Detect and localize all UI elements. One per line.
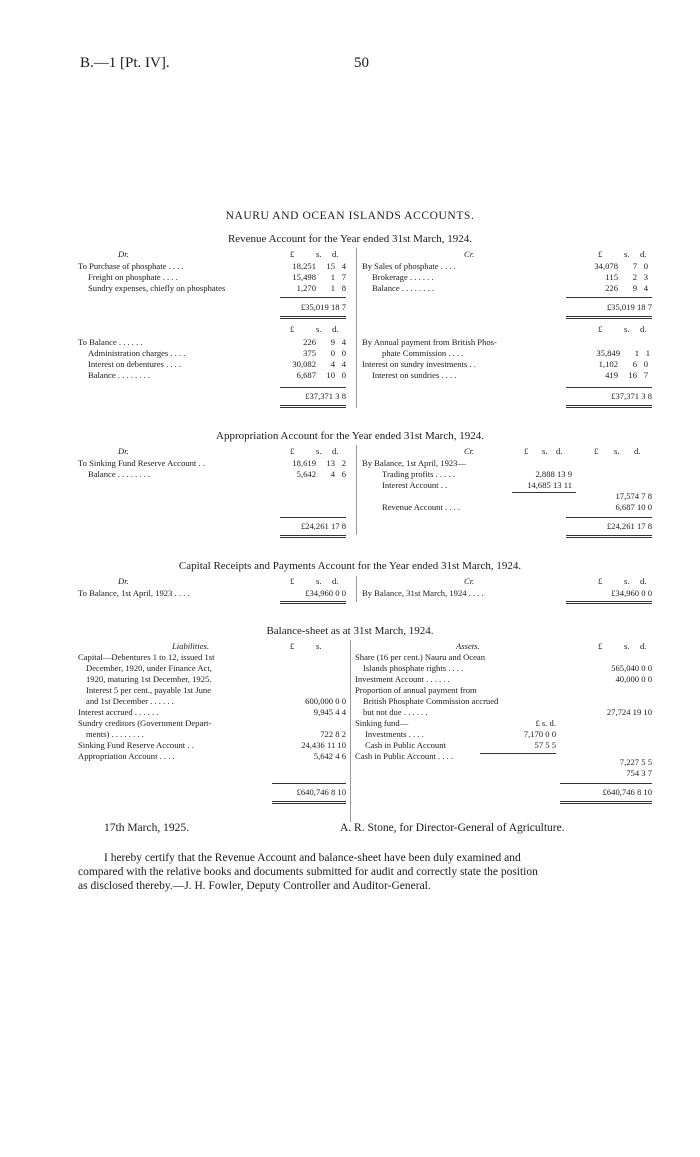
ledger-label: Brokerage . . . . . . [372,272,434,282]
ledger-label: To Sinking Fund Reserve Account . . [78,458,205,468]
ledger-pence: 7 [643,370,648,380]
ledger-pence: 8 [341,283,346,293]
ledger-row [362,261,650,272]
ledger-pence: 0 [341,348,346,358]
revenue-debit-list-2 [78,337,348,381]
ledger-shillings: 9 [632,283,637,293]
ledger-pounds: 18,619 [292,458,316,468]
liability-amt-appropriation: 5,642 4 6 [313,751,346,761]
text-line: 1920, maturing 1st December, 1925. [86,674,212,684]
liabilities-list [78,652,278,762]
ledger-row [362,283,650,294]
certificate-line-3: as disclosed thereby.—J. H. Fowler, Deputy Controller and Auditor-General. [78,880,431,892]
ledger-row [78,272,348,283]
capital-cr: Cr. [464,576,475,586]
revenue-dr: Dr. [118,249,129,259]
appropriation-total-right: £24,261 17 8 [606,521,652,531]
revenue-debit-list-1 [78,261,348,294]
text-line: Islands phosphate rights . . . . [363,663,464,673]
ledger-pounds: 375 [303,348,316,358]
ledger-label: Interest on sundry investments . . [362,359,476,369]
certificate-line-1: I hereby certify that the Revenue Account and balance-sheet have been duly examined and [104,852,521,864]
ledger-shillings: 16 [628,370,637,380]
capital-right-amt: £34,960 0 0 [611,588,652,598]
rule [280,316,346,319]
text-line: Capital—Debentures 1 to 12, issued 1st [78,652,215,662]
ledger-label: Sundry expenses, chiefly on phosphates [88,283,226,293]
ledger-pence: 0 [643,359,648,369]
appropriation-cr: Cr. [464,446,475,456]
balance-sheet-title: Balance-sheet as at 31st March, 1924. [266,625,434,637]
appropriation-total-left: £24,261 17 8 [300,521,346,531]
asset-amt-investment: 40,000 0 0 [615,674,652,684]
page-number: 50 [354,55,369,71]
rule [280,405,346,408]
rule [272,801,346,804]
ledger-shillings: 0 [330,348,335,358]
ledger-pence: 4 [341,261,346,271]
asset-amt-cash: 754 3 7 [626,768,652,778]
text-line: British Phosphate Commission accrued [363,696,499,706]
rule [566,535,652,538]
ledger-label: Interest on sundries . . . . [372,370,457,380]
ledger-shillings: 1 [330,283,335,293]
appropriation-trading-label: Trading profits . . . . . [382,469,455,479]
ledger-shillings: 10 [326,370,335,380]
text-line: December, 1920, under Finance Act, [86,663,212,673]
ledger-pence: 0 [643,261,648,271]
ledger-pence: 4 [341,337,346,347]
liabilities-heading: Liabilities. [172,641,210,651]
rule [560,783,652,784]
text-line: but not due . . . . . . [363,707,428,717]
revenue-credit-list-1 [362,261,650,294]
rule [566,297,652,298]
text-line: Cash in Public Account [365,740,446,750]
ledger-pounds: 419 [605,370,618,380]
appropriation-interest-label: Interest Account . . [382,480,448,490]
text-line: Interest accrued . . . . . . [78,707,159,717]
ledger-pence: 0 [341,370,346,380]
ledger-label: Balance . . . . . . . . [88,370,151,380]
appropriation-dr: Dr. [118,446,129,456]
capital-dr: Dr. [118,576,129,586]
sinking-cash-amt: 57 5 5 [534,740,556,750]
ledger-label: Freight on phosphate . . . . [88,272,178,282]
text-line: Sinking Fund Reserve Account . . [78,740,194,750]
ledger-row [78,261,348,272]
capital-right-label: By Balance, 31st March, 1924 . . . . [362,588,484,598]
signoff-signature: A. R. Stone, for Director-General of Agriculture. [340,822,565,834]
assets-heading: Assets. [456,641,480,651]
ledger-pounds: 30,082 [292,359,316,369]
ledger-row [362,359,650,370]
ledger-pence: 2 [341,458,346,468]
ledger-shillings: 4 [330,469,335,479]
text-line: Interest 5 per cent., payable 1st June [86,685,212,695]
rule [566,601,652,604]
appropriation-trading-amt: 2,888 13 9 [535,469,572,479]
ledger-pence: 4 [643,283,648,293]
rule [280,601,346,604]
text-line: Sundry creditors (Government Depart- [78,718,212,728]
ledger-pence: 6 [341,469,346,479]
capital-divider [356,576,357,602]
appropriation-subtotal: 17,574 7 8 [615,491,652,501]
rule [566,405,652,408]
rule [480,753,556,754]
ledger-shillings: 9 [330,337,335,347]
main-title: NAURU AND OCEAN ISLANDS ACCOUNTS. [225,210,475,222]
ledger-row [78,348,348,359]
text-line: Sinking fund— [355,718,409,728]
revenue-total-1-left: £35,019 18 7 [300,302,346,312]
ledger-pounds: 1,102 [598,359,618,369]
rule [280,387,346,388]
liability-amt-capital: 600,000 0 0 [305,696,346,706]
rule [566,387,652,388]
revenue-divider [356,248,357,408]
balance-total-left: £640,746 8 10 [296,787,346,797]
ledger-pence: 4 [341,359,346,369]
sinking-investments-amt: 7,170 0 0 [523,729,556,739]
ledger-label: To Purchase of phosphate . . . . [78,261,184,271]
ledger-pounds: 1,270 [296,283,316,293]
asset-amt-sinking: 7,227 5 5 [619,757,652,767]
ledger-label: Administration charges . . . . [88,348,186,358]
ledger-shillings: 4 [330,359,335,369]
ledger-pounds: 226 [303,337,316,347]
sinking-currency: £ s. d. [535,718,556,728]
appropriation-debit-list [78,458,348,480]
revenue-title: Revenue Account for the Year ended 31st March, 1924. [227,233,473,245]
text-line: Investments . . . . [365,729,424,739]
text-line: Investment Account . . . . . . [355,674,450,684]
rule [280,535,346,538]
ledger-shillings: 7 [632,261,637,271]
ledger-pounds: 6,687 [296,370,316,380]
ledger-pounds: 115 [605,272,618,282]
ledger-label: Interest on debentures . . . . [88,359,182,369]
ledger-shillings: 13 [326,458,335,468]
text-line: ments) . . . . . . . . [86,729,144,739]
appropriation-revenue-label: Revenue Account . . . . [382,502,461,512]
ledger-pounds: 15,498 [292,272,316,282]
rule [566,316,652,319]
text-line: Share (16 per cent.) Nauru and Ocean [355,652,486,662]
ledger-pounds: 34,078 [594,261,618,271]
appropriation-title: Appropriation Account for the Year ended 31st March, 1924. [216,430,484,442]
ledger-row [362,370,650,381]
ledger-pounds: 226 [605,283,618,293]
capital-title: Capital Receipts and Payments Account for the Year ended 31st March, 1924. [178,560,522,572]
text-line: Proportion of annual payment from [355,685,477,695]
rule [560,801,652,804]
rule [280,517,346,518]
liability-amt-creditors: 722 8 2 [320,729,346,739]
ledger-pounds: 18,251 [292,261,316,271]
balance-total-right: £640,746 8 10 [602,787,652,797]
liability-amt-sinking: 24,436 11 10 [301,740,346,750]
ledger-shillings: 2 [632,272,637,282]
rule [512,492,576,493]
revenue-total-2-left: £37,371 3 8 [305,391,346,401]
page-header-ref: B.—1 [Pt. IV]. [80,55,170,71]
ledger-row [78,337,348,348]
appropriation-interest-amt: 14,685 13 11 [527,480,572,490]
rule [280,297,346,298]
rule [566,517,652,518]
signoff-date: 17th March, 1925. [104,822,189,834]
appropriation-revenue-amt: 6,687 10 0 [615,502,652,512]
ledger-label: Balance . . . . . . . . [88,469,151,479]
ledger-label: By Sales of phosphate . . . . [362,261,456,271]
ledger-row [78,283,348,294]
certificate-line-2: compared with the relative books and documents submitted for audit and correctly state the position [78,866,538,878]
revenue-credit-list-2 [362,359,650,381]
ledger-row [78,469,348,480]
revenue-total-2-right: £37,371 3 8 [611,391,652,401]
asset-amt-proportion: 27,724 19 10 [606,707,652,717]
asset-amt-share: 565,040 0 0 [611,663,652,673]
rule [272,783,346,784]
ledger-shillings: 1 [330,272,335,282]
text-line: Cash in Public Account . . . . [355,751,454,761]
appropriation-by-balance: By Balance, 1st April, 1923— [362,458,467,468]
ledger-label: To Balance . . . . . . [78,337,143,347]
revenue-total-1-right: £35,019 18 7 [606,302,652,312]
capital-left-label: To Balance, 1st April, 1923 . . . . [78,588,190,598]
ledger-pence: 3 [643,272,648,282]
ledger-row [78,370,348,381]
ledger-shillings: 6 [632,359,637,369]
appropriation-divider [356,445,357,535]
revenue-cr: Cr. [464,249,475,259]
ledger-shillings: 15 [326,261,335,271]
balance-divider [350,640,351,822]
ledger-row [78,458,348,469]
ledger-label: Balance . . . . . . . . [372,283,435,293]
ledger-pence: 7 [341,272,346,282]
ledger-pounds: 5,642 [296,469,316,479]
ledger-row [78,359,348,370]
revenue-annual-payment-line1: By Annual payment from British Phos- [362,337,497,347]
text-line: Appropriation Account . . . . [78,751,175,761]
liability-amt-interest: 9,945 4 4 [313,707,346,717]
text-line: and 1st December . . . . . . [86,696,174,706]
ledger-row [362,272,650,283]
capital-left-amt: £34,960 0 0 [305,588,346,598]
